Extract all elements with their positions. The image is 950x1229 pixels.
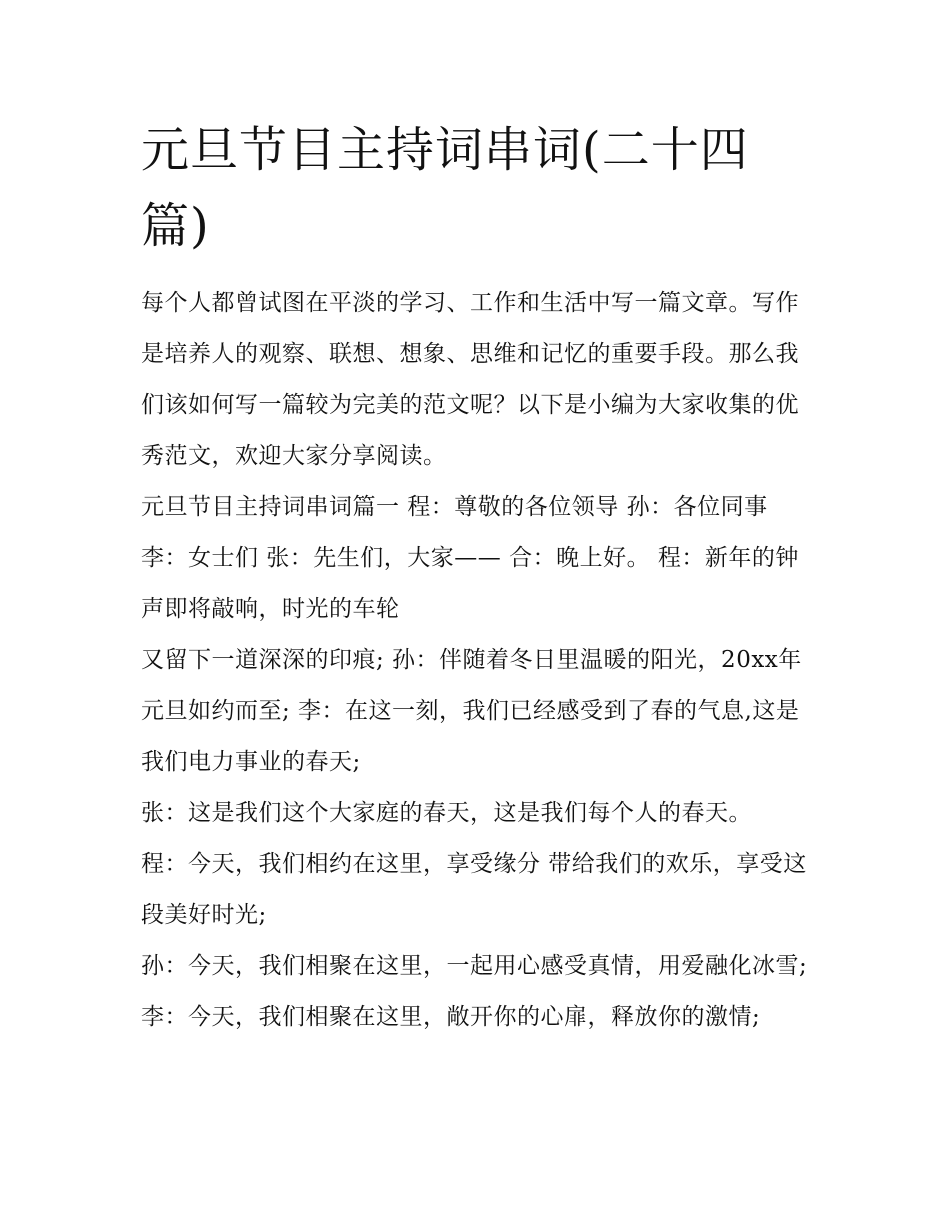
paragraph-sun-li: 孙：今天，我们相聚在这里，一起用心感受真情，用爱融化冰雪; 李：今天，我们相聚在这里，敞开你的心扉，释放你的激情; — [141, 953, 808, 1030]
paragraph-intro: 每个人都曾试图在平淡的学习、工作和生活中写一篇文章。写作是培养人的观察、联想、想象、思维和记忆的重要手段。那么我们该如何写一篇较为完美的范文呢？以下是小编为大家收集的优秀范文，欢迎大家分享阅读。 — [141, 290, 799, 469]
paragraph-new-year: 又留下一道深深的印痕; 孙：伴随着冬日里温暖的阳光，20xx年元旦如约而至; 李：在这一刻，我们已经感受到了春的气息,这是我们电力事业的春天; — [141, 647, 802, 775]
paragraph-cheng: 程：今天，我们相约在这里，享受缘分 带给我们的欢乐，享受这段美好时光; — [141, 851, 807, 928]
paragraph-opening: 元旦节目主持词串词篇一 程：尊敬的各位领导 孙：各位同事 李：女士们 张：先生们，大家—— 合：晚上好。 程：新年的钟声即将敲响，时光的车轮 — [141, 494, 799, 622]
paragraph-spring: 张：这是我们这个大家庭的春天，这是我们每个人的春天。 — [141, 800, 752, 826]
document-title: 元旦节目主持词串词(二十四篇) — [141, 122, 749, 254]
document-body — [141, 112, 813, 1043]
